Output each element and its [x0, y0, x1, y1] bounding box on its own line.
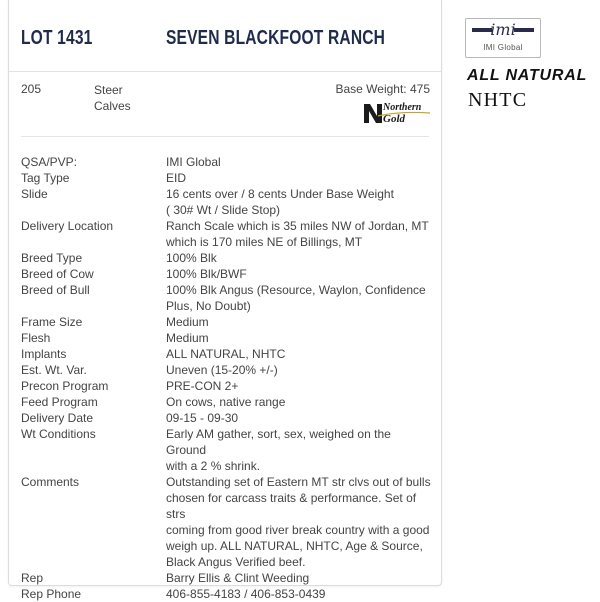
detail-value — [166, 314, 433, 330]
detail-label: Breed Type — [21, 251, 83, 265]
detail-value-line: On cows, native range — [166, 395, 286, 409]
lot-header — [9, 0, 441, 72]
detail-value-line: 100% Blk/BWF — [166, 267, 247, 281]
detail-value-line: coming from good river break country with a good — [166, 523, 430, 537]
base-weight: Base Weight: 475 — [335, 82, 430, 96]
detail-value — [166, 570, 433, 586]
detail-label: Feed Program — [21, 395, 98, 409]
detail-value — [166, 154, 433, 170]
lot-number: LOT 1431 — [21, 27, 93, 49]
detail-value — [166, 250, 433, 266]
detail-row — [21, 314, 433, 330]
detail-value-line: 09-15 - 09-30 — [166, 411, 239, 425]
detail-value-line: Early AM gather, sort, sex, weighed on the Ground — [166, 427, 391, 457]
detail-value-line: 100% Blk Angus (Resource, Waylon, Confidence — [166, 283, 426, 297]
detail-row — [21, 282, 433, 314]
ranch-name: SEVEN BLACKFOOT RANCH — [166, 27, 386, 49]
northern-gold-logo-word: Northern — [383, 102, 422, 113]
detail-value-line: ALL NATURAL, NHTC — [166, 347, 286, 361]
detail-value-line: Uneven (15-20% +/-) — [166, 363, 278, 377]
detail-row — [21, 218, 433, 250]
detail-label: Delivery Date — [21, 411, 94, 425]
detail-label: Est. Wt. Var. — [21, 363, 87, 377]
lot-card — [8, 0, 442, 601]
detail-value-line: which is 170 miles NE of Billings, MT — [166, 235, 363, 249]
summary-divider — [21, 136, 429, 137]
detail-label: Breed of Bull — [21, 283, 90, 297]
detail-value-line: weigh up. ALL NATURAL, NHTC, Age & Source, — [166, 539, 423, 553]
detail-label: Frame Size — [21, 315, 83, 329]
imi-logo-caption: IMI Global — [483, 43, 523, 52]
lot-details — [21, 154, 433, 602]
detail-label: Tag Type — [21, 171, 70, 185]
detail-value-line: 16 cents over / 8 cents Under Base Weight — [166, 187, 394, 201]
detail-row — [21, 394, 433, 410]
detail-label: QSA/PVP: — [21, 155, 78, 169]
detail-label: Slide — [21, 187, 48, 201]
detail-value — [166, 378, 433, 394]
detail-row — [21, 154, 433, 170]
detail-value — [166, 170, 433, 186]
detail-value-line: Barry Ellis & Clint Weeding — [166, 571, 310, 585]
detail-value-line: Medium — [166, 315, 209, 329]
lot-summary — [9, 72, 441, 138]
detail-row — [21, 266, 433, 282]
detail-row — [21, 186, 433, 218]
detail-value — [166, 346, 433, 362]
detail-value-line: ( 30# Wt / Slide Stop) — [166, 203, 281, 217]
detail-value — [166, 362, 433, 378]
detail-value-line: 100% Blk — [166, 251, 217, 265]
detail-value-line: with a 2 % shrink. — [166, 459, 261, 473]
detail-value-line: EID — [166, 171, 187, 185]
detail-row — [21, 410, 433, 426]
detail-value-line: chosen for carcass traits & performance. Set of strs — [166, 491, 417, 521]
detail-label: Flesh — [21, 331, 51, 345]
detail-value-line: IMI Global — [166, 155, 221, 169]
nhtc-badge: NHTC — [468, 89, 528, 111]
detail-row — [21, 250, 433, 266]
detail-value-line: 406-855-4183 / 406-853-0439 — [166, 587, 326, 601]
detail-label: Comments — [21, 475, 80, 489]
detail-label: Rep — [21, 571, 44, 585]
detail-row — [21, 346, 433, 362]
detail-label: Breed of Cow — [21, 267, 94, 281]
detail-value — [166, 218, 433, 250]
detail-label: Delivery Location — [21, 219, 114, 233]
detail-value — [166, 282, 433, 314]
detail-label: Rep Phone — [21, 587, 82, 601]
cattle-type — [94, 82, 154, 114]
detail-label: Implants — [21, 347, 67, 361]
detail-value-line: Outstanding set of Eastern MT str clvs out of bulls — [166, 475, 431, 489]
detail-value — [166, 330, 433, 346]
northern-gold-logo-mark — [364, 104, 382, 123]
detail-value-line: Plus, No Doubt) — [166, 299, 251, 313]
detail-row — [21, 362, 433, 378]
detail-value — [166, 426, 433, 474]
northern-gold-logo — [362, 98, 432, 124]
detail-row — [21, 426, 433, 474]
detail-row — [21, 170, 433, 186]
northern-gold-logo-word: Gold — [383, 113, 405, 124]
head-count: 205 — [21, 82, 42, 96]
cattle-type-line: Calves — [94, 99, 131, 113]
detail-value — [166, 410, 433, 426]
all-natural-badge: ALL NATURAL — [467, 67, 588, 84]
detail-label: Wt Conditions — [21, 427, 96, 441]
detail-row — [21, 378, 433, 394]
detail-value — [166, 394, 433, 410]
imi-global-logo — [465, 18, 541, 58]
detail-value-line: Ranch Scale which is 35 miles NW of Jordan, MT — [166, 219, 429, 233]
cattle-type-line: Steer — [94, 83, 123, 97]
detail-value-line: PRE-CON 2+ — [166, 379, 239, 393]
detail-value-line: Medium — [166, 331, 209, 345]
imi-logo-mark: imi — [490, 20, 516, 39]
detail-row — [21, 330, 433, 346]
detail-row — [21, 570, 433, 586]
detail-value — [166, 266, 433, 282]
detail-value-line: Black Angus Verified beef. — [166, 555, 306, 569]
detail-row — [21, 474, 433, 570]
detail-label: Precon Program — [21, 379, 109, 393]
detail-value — [166, 474, 433, 570]
detail-value — [166, 186, 433, 218]
